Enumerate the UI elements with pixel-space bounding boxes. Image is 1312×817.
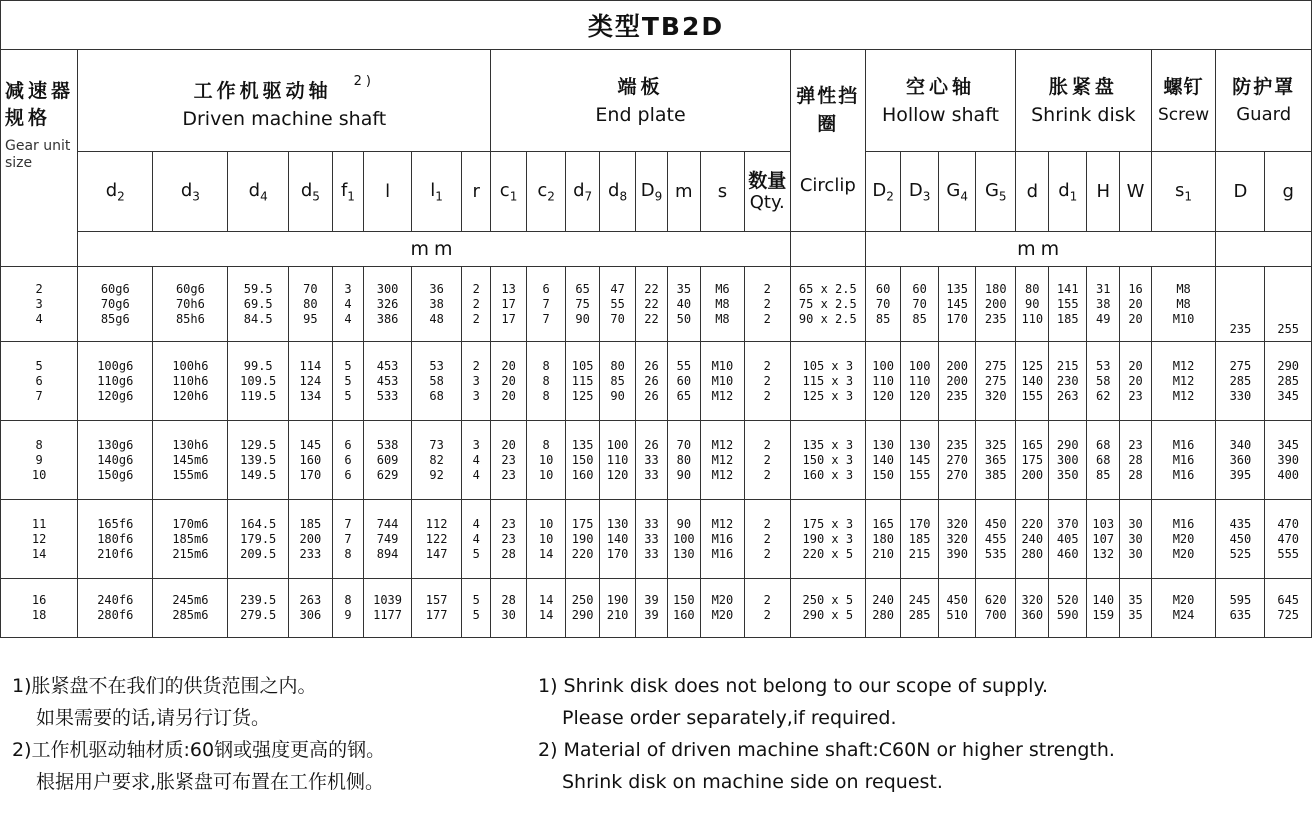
table-cell: 13 17 17 <box>491 267 526 342</box>
table-cell: 20 20 23 <box>1120 342 1151 421</box>
shaft-note-ref: 2) <box>353 74 375 89</box>
table-cell: 190 210 <box>599 579 636 638</box>
table-cell: 164.5 179.5 209.5 <box>228 500 289 579</box>
table-cell: 170 185 215 <box>901 500 939 579</box>
table-cell: 70 80 95 <box>288 267 332 342</box>
table-cell: 8 10 10 <box>526 421 566 500</box>
table-cell: 35 40 50 <box>667 267 700 342</box>
table-cell: M8 M8 M10 <box>1151 267 1216 342</box>
table-cell: 165f6 180f6 210f6 <box>78 500 153 579</box>
note-en-1: 1) Shrink disk does not belong to our scope of supply. <box>538 675 1049 697</box>
table-cell: 263 306 <box>288 579 332 638</box>
table-cell: 450 510 <box>938 579 976 638</box>
table-cell: 2 2 2 <box>462 267 491 342</box>
table-cell: 370 405 460 <box>1049 500 1087 579</box>
table-cell: 20 20 20 <box>491 342 526 421</box>
table-cell: 2 2 2 <box>744 421 790 500</box>
table-cell: 16 20 20 <box>1120 267 1151 342</box>
table-cell: 130 145 155 <box>901 421 939 500</box>
table-cell: 105 x 3 115 x 3 125 x 3 <box>790 342 865 421</box>
hollow-en: Hollow shaft <box>881 103 999 126</box>
table-cell: 23 23 28 <box>491 500 526 579</box>
table-cell: 150 160 <box>667 579 700 638</box>
table-cell: 105 115 125 <box>566 342 599 421</box>
table-cell: 240 280 <box>865 579 900 638</box>
table-cell: 68 68 85 <box>1087 421 1120 500</box>
table-row <box>1 579 1312 638</box>
note-en-3: 2) Material of driven machine shaft:C60N or higher strength. <box>538 739 1115 761</box>
col-D: D <box>1216 152 1265 232</box>
table-cell: 2 2 2 <box>744 342 790 421</box>
table-cell: 620 700 <box>976 579 1016 638</box>
table-cell: 8 8 8 <box>526 342 566 421</box>
table-cell: 35 35 <box>1120 579 1151 638</box>
table-cell: 90 100 130 <box>667 500 700 579</box>
col-D3: $D_3$ <box>901 152 939 232</box>
circlip-cn: 弹性挡圈 <box>796 84 860 135</box>
hollow-cn: 空心轴 <box>905 75 975 98</box>
unit-mm-left: mm <box>78 232 791 267</box>
unit-blank-guard <box>1216 232 1312 267</box>
col-qty <box>744 152 790 232</box>
table-cell: 73 82 92 <box>412 421 462 500</box>
table-cell: 8 9 <box>332 579 363 638</box>
shrink-cn: 胀紧盘 <box>1048 75 1118 98</box>
table-cell: 112 122 147 <box>412 500 462 579</box>
table-cell: 165 175 200 <box>1016 421 1049 500</box>
col-G4: $G_4$ <box>938 152 976 232</box>
table-cell: 255 <box>1265 267 1312 342</box>
col-d3: $d_3$ <box>153 152 228 232</box>
table-cell: 100h6 110h6 120h6 <box>153 342 228 421</box>
qty-en: Qty. <box>749 191 785 213</box>
table-cell: 340 360 395 <box>1216 421 1265 500</box>
circlip-en: Circlip <box>799 174 856 196</box>
table-title: 类型TB2D <box>1 1 1312 50</box>
table-cell: 595 635 <box>1216 579 1265 638</box>
table-cell: 135 x 3 150 x 3 160 x 3 <box>790 421 865 500</box>
col-G5: $G_5$ <box>976 152 1016 232</box>
table-cell: 130g6 140g6 150g6 <box>78 421 153 500</box>
col-g: g <box>1265 152 1312 232</box>
table-cell: M16 M20 M20 <box>1151 500 1216 579</box>
gear-unit-size-header <box>1 50 78 267</box>
table-cell: 11 12 14 <box>1 500 78 579</box>
shrink-group-header <box>1016 50 1152 152</box>
table-cell: 320 360 <box>1016 579 1049 638</box>
table-cell: 245 285 <box>901 579 939 638</box>
col-W: W <box>1120 152 1151 232</box>
table-cell: 3 4 4 <box>332 267 363 342</box>
table-cell: 3 4 4 <box>462 421 491 500</box>
table-cell: 275 275 320 <box>976 342 1016 421</box>
table-cell: 140 159 <box>1087 579 1120 638</box>
table-cell: 200 200 235 <box>938 342 976 421</box>
table-cell: M20 M20 <box>701 579 745 638</box>
table-cell: 135 145 170 <box>938 267 976 342</box>
table-cell: 6 6 6 <box>332 421 363 500</box>
table-row <box>1 342 1312 421</box>
table-cell: 157 177 <box>412 579 462 638</box>
table-cell: 22 22 22 <box>636 267 667 342</box>
table-cell: 100 110 120 <box>901 342 939 421</box>
shaft-group-header <box>78 50 491 152</box>
table-cell: 538 609 629 <box>364 421 412 500</box>
table-row <box>1 500 1312 579</box>
shaft-en: Driven machine shaft <box>182 108 387 130</box>
table-cell: 100 110 120 <box>599 421 636 500</box>
table-cell: 2 3 4 <box>1 267 78 342</box>
screw-group-header <box>1151 50 1216 152</box>
col-s: s <box>701 152 745 232</box>
table-cell: 240f6 280f6 <box>78 579 153 638</box>
table-cell: 100g6 110g6 120g6 <box>78 342 153 421</box>
table-cell: 16 18 <box>1 579 78 638</box>
table-cell: 170m6 185m6 215m6 <box>153 500 228 579</box>
table-cell: 114 124 134 <box>288 342 332 421</box>
table-cell: 60g6 70h6 85h6 <box>153 267 228 342</box>
table-cell: 290 285 345 <box>1265 342 1312 421</box>
table-cell: 645 725 <box>1265 579 1312 638</box>
table-cell: 520 590 <box>1049 579 1087 638</box>
col-D2: $D_2$ <box>865 152 900 232</box>
qty-cn: 数量 <box>748 169 787 192</box>
col-f1: $f_1$ <box>332 152 363 232</box>
table-cell: 7 7 8 <box>332 500 363 579</box>
col-d8: $d_8$ <box>599 152 636 232</box>
guard-cn: 防护罩 <box>1232 75 1296 98</box>
table-cell: 250 290 <box>566 579 599 638</box>
table-cell: 175 x 3 190 x 3 220 x 5 <box>790 500 865 579</box>
col-m: m <box>667 152 700 232</box>
table-cell: 235 270 270 <box>938 421 976 500</box>
guard-en: Guard <box>1236 103 1292 125</box>
table-cell: 5 5 5 <box>332 342 363 421</box>
col-c1: $c_1$ <box>491 152 526 232</box>
table-cell: 100 110 120 <box>865 342 900 421</box>
notes-english <box>538 670 1115 798</box>
guard-group-header <box>1216 50 1312 152</box>
table-cell: 744 749 894 <box>364 500 412 579</box>
table-cell: M20 M24 <box>1151 579 1216 638</box>
table-cell: 2 2 2 <box>744 267 790 342</box>
table-cell: 275 285 330 <box>1216 342 1265 421</box>
table-cell: 239.5 279.5 <box>228 579 289 638</box>
table-cell: 185 200 233 <box>288 500 332 579</box>
table-cell: 165 180 210 <box>865 500 900 579</box>
screw-cn: 螺钉 <box>1163 75 1204 98</box>
table-cell: 300 326 386 <box>364 267 412 342</box>
note-en-4: Shrink disk on machine side on request. <box>562 771 943 793</box>
table-cell: 5 5 <box>462 579 491 638</box>
hollow-group-header <box>865 50 1015 152</box>
table-cell: 453 453 533 <box>364 342 412 421</box>
table-cell: 220 240 280 <box>1016 500 1049 579</box>
note-cn-2: 如果需要的话,请另行订货。 <box>36 707 271 729</box>
col-d2: $d_2$ <box>78 152 153 232</box>
table-cell: 36 38 48 <box>412 267 462 342</box>
table-cell: 33 33 33 <box>636 500 667 579</box>
table-cell: 70 80 90 <box>667 421 700 500</box>
table-cell: 30 30 30 <box>1120 500 1151 579</box>
table-cell: 325 365 385 <box>976 421 1016 500</box>
table-cell: 47 55 70 <box>599 267 636 342</box>
table-cell: 59.5 69.5 84.5 <box>228 267 289 342</box>
table-cell: 470 470 555 <box>1265 500 1312 579</box>
table-cell: 28 30 <box>491 579 526 638</box>
table-cell: 250 x 5 290 x 5 <box>790 579 865 638</box>
col-d: d <box>1016 152 1049 232</box>
table-cell: 135 150 160 <box>566 421 599 500</box>
table-cell: 53 58 68 <box>412 342 462 421</box>
table-cell: M16 M16 M16 <box>1151 421 1216 500</box>
plate-cn: 端板 <box>617 75 664 98</box>
table-cell: 215 230 263 <box>1049 342 1087 421</box>
table-cell: 5 6 7 <box>1 342 78 421</box>
table-cell: 130 140 170 <box>599 500 636 579</box>
table-cell: 125 140 155 <box>1016 342 1049 421</box>
plate-group-header <box>491 50 790 152</box>
col-l1: $l_1$ <box>412 152 462 232</box>
table-cell: 320 320 390 <box>938 500 976 579</box>
table-cell: 2 2 <box>744 579 790 638</box>
table-cell: M6 M8 M8 <box>701 267 745 342</box>
table-cell: 8 9 10 <box>1 421 78 500</box>
table-cell: 235 <box>1216 267 1265 342</box>
table-cell: 103 107 132 <box>1087 500 1120 579</box>
note-en-2: Please order separately,if required. <box>562 707 897 729</box>
table-cell: 31 38 49 <box>1087 267 1120 342</box>
table-cell: 175 190 220 <box>566 500 599 579</box>
table-cell: M12 M16 M16 <box>701 500 745 579</box>
note-cn-3: 2)工作机驱动轴材质:60钢或强度更高的钢。 <box>12 739 386 761</box>
table-cell: 80 90 110 <box>1016 267 1049 342</box>
unit-blank-circlip <box>790 232 865 267</box>
table-cell: M12 M12 M12 <box>1151 342 1216 421</box>
table-cell: 130h6 145m6 155m6 <box>153 421 228 500</box>
col-r: r <box>462 152 491 232</box>
table-cell: 2 3 3 <box>462 342 491 421</box>
table-cell: 20 23 23 <box>491 421 526 500</box>
note-cn-4: 根据用户要求,胀紧盘可布置在工作机侧。 <box>36 771 385 793</box>
table-cell: 60 70 85 <box>865 267 900 342</box>
table-cell: 345 390 400 <box>1265 421 1312 500</box>
col-H: H <box>1087 152 1120 232</box>
col-d1: $d_1$ <box>1049 152 1087 232</box>
shaft-cn: 工作机驱动轴 <box>193 80 332 102</box>
notes-chinese <box>12 670 385 798</box>
table-cell: M12 M12 M12 <box>701 421 745 500</box>
screw-en: Screw <box>1157 104 1210 125</box>
table-cell: 55 60 65 <box>667 342 700 421</box>
unit-mm-right: mm <box>865 232 1216 267</box>
table-cell: 141 155 185 <box>1049 267 1087 342</box>
table-cell: 180 200 235 <box>976 267 1016 342</box>
table-cell: 130 140 150 <box>865 421 900 500</box>
table-cell: 129.5 139.5 149.5 <box>228 421 289 500</box>
table-cell: 6 7 7 <box>526 267 566 342</box>
col-d5: $d_5$ <box>288 152 332 232</box>
col-d7: $d_7$ <box>566 152 599 232</box>
plate-en: End plate <box>595 103 686 126</box>
table-cell: 23 28 28 <box>1120 421 1151 500</box>
table-cell: 4 4 5 <box>462 500 491 579</box>
table-cell: 80 85 90 <box>599 342 636 421</box>
table-cell: 65 x 2.5 75 x 2.5 90 x 2.5 <box>790 267 865 342</box>
table-cell: 290 300 350 <box>1049 421 1087 500</box>
table-cell: 39 39 <box>636 579 667 638</box>
table-cell: 60g6 70g6 85g6 <box>78 267 153 342</box>
table-row <box>1 421 1312 500</box>
table-cell: 14 14 <box>526 579 566 638</box>
size-en: Gear unit size <box>5 138 71 171</box>
table-cell: 26 33 33 <box>636 421 667 500</box>
table-cell: 245m6 285m6 <box>153 579 228 638</box>
table-cell: 10 10 14 <box>526 500 566 579</box>
col-D9: $D_9$ <box>636 152 667 232</box>
table-cell: 2 2 2 <box>744 500 790 579</box>
table-cell: 26 26 26 <box>636 342 667 421</box>
table-cell: 1039 1177 <box>364 579 412 638</box>
table-cell: 60 70 85 <box>901 267 939 342</box>
table-cell: 450 455 535 <box>976 500 1016 579</box>
note-cn-1: 1)胀紧盘不在我们的供货范围之内。 <box>12 675 317 697</box>
col-s1: $s_1$ <box>1151 152 1216 232</box>
table-cell: 99.5 109.5 119.5 <box>228 342 289 421</box>
shrink-en: Shrink disk <box>1031 103 1136 126</box>
col-l: l <box>364 152 412 232</box>
table-row <box>1 267 1312 342</box>
table-cell: 435 450 525 <box>1216 500 1265 579</box>
col-c2: $c_2$ <box>526 152 566 232</box>
table-cell: 145 160 170 <box>288 421 332 500</box>
table-cell: 53 58 62 <box>1087 342 1120 421</box>
table-cell: M10 M10 M12 <box>701 342 745 421</box>
table-cell: 65 75 90 <box>566 267 599 342</box>
col-d4: $d_4$ <box>228 152 289 232</box>
size-cn: 减速器规格 <box>5 80 75 129</box>
circlip-group-header <box>790 50 865 232</box>
